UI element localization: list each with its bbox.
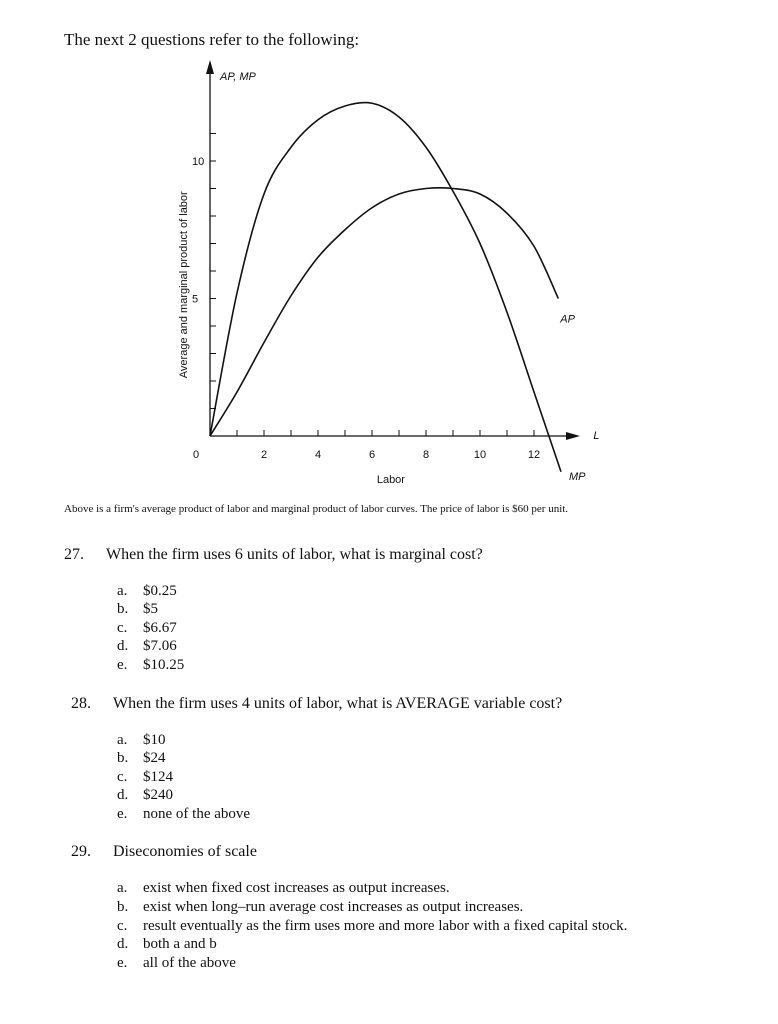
- option-text: $10: [143, 732, 166, 748]
- chart-axes: [206, 60, 580, 440]
- x-axis-label: Labor: [376, 474, 405, 486]
- y-tick-label: 10: [192, 156, 205, 168]
- option-text: $7.06: [143, 638, 177, 654]
- option-text: exist when fixed cost increases as output increases.: [143, 880, 450, 896]
- option-28a: [117, 732, 166, 749]
- x-tick-label: 10: [473, 449, 487, 461]
- x-tick-label: 4: [314, 449, 322, 461]
- option-28b: [117, 750, 166, 767]
- option-29e: [117, 955, 236, 972]
- x-tick-label: 2: [260, 449, 268, 461]
- option-label: e.: [117, 657, 128, 673]
- intro-text: The next 2 questions refer to the following:: [64, 30, 360, 49]
- chart-labels: [178, 71, 600, 486]
- option-text: none of the above: [143, 806, 251, 822]
- question-number: 27.: [64, 546, 84, 563]
- mp-curve-label: MP: [569, 470, 586, 483]
- y-axis-title: AP, MP: [220, 71, 256, 83]
- option-28c: [117, 769, 173, 786]
- option-label: b.: [117, 750, 129, 766]
- ap-mp-chart: [0, 0, 778, 500]
- option-28e: [117, 806, 250, 823]
- option-27a: [117, 583, 177, 600]
- option-label: a.: [117, 880, 128, 896]
- option-label: d.: [117, 638, 129, 654]
- option-label: d.: [117, 787, 129, 803]
- y-tick-label: 5: [192, 293, 199, 306]
- x-tick-label: 8: [422, 449, 430, 461]
- question-27: [64, 546, 483, 564]
- option-28d: [117, 787, 173, 804]
- option-label: b.: [117, 601, 129, 617]
- option-label: b.: [117, 899, 129, 915]
- option-27d: [117, 638, 177, 655]
- x-tick-label: 6: [368, 449, 376, 461]
- option-label: c.: [117, 918, 128, 934]
- chart-ticks: [210, 134, 534, 437]
- option-label: e.: [117, 806, 128, 822]
- option-label: a.: [117, 732, 128, 748]
- option-label: e.: [117, 955, 128, 971]
- option-label: c.: [117, 769, 128, 785]
- option-text: all of the above: [143, 955, 236, 971]
- question-28: [71, 695, 563, 713]
- option-27e: [117, 657, 184, 674]
- x-axis-arrow: [566, 432, 580, 440]
- option-27c: [117, 620, 177, 637]
- option-29b: [117, 899, 523, 916]
- y-axis-label: Average and marginal product of labor: [178, 191, 190, 379]
- y-axis-arrow: [206, 60, 214, 74]
- option-text: $10.25: [143, 657, 185, 673]
- option-text: $240: [143, 787, 173, 803]
- option-label: a.: [117, 583, 128, 599]
- chart-curves: [210, 103, 561, 472]
- option-text: result eventually as the firm uses more and more labor with a fixed capital stock.: [143, 918, 628, 934]
- option-27b: [117, 601, 158, 618]
- question-29: [71, 843, 257, 861]
- question-text: Diseconomies of scale: [113, 843, 257, 860]
- question-text: When the firm uses 4 units of labor, what is AVERAGE variable cost?: [113, 695, 563, 712]
- option-text: $124: [143, 769, 173, 785]
- question-number: 29.: [71, 843, 91, 860]
- option-29a: [117, 880, 450, 897]
- option-29d: [117, 936, 217, 953]
- option-text: $5: [143, 601, 158, 617]
- option-text: exist when long–run average cost increases as output increases.: [143, 899, 524, 915]
- option-label: c.: [117, 620, 128, 636]
- question-text: When the firm uses 6 units of labor, what is marginal cost?: [106, 546, 483, 563]
- mp-curve: [210, 103, 561, 472]
- option-29c: [117, 918, 627, 935]
- chart-caption: Above is a firm's average product of labor and marginal product of labor curves. The price of labor is $60 per unit.: [64, 503, 569, 515]
- x-axis-end-label: L: [593, 430, 600, 442]
- option-label: d.: [117, 936, 129, 952]
- question-number: 28.: [71, 695, 91, 712]
- option-text: $6.67: [143, 620, 177, 636]
- origin-label: 0: [192, 449, 200, 461]
- option-text: $0.25: [143, 583, 177, 599]
- ap-curve-label: AP: [560, 313, 575, 326]
- option-text: both a and b: [143, 936, 217, 952]
- option-text: $24: [143, 750, 166, 766]
- x-tick-label: 12: [527, 449, 541, 461]
